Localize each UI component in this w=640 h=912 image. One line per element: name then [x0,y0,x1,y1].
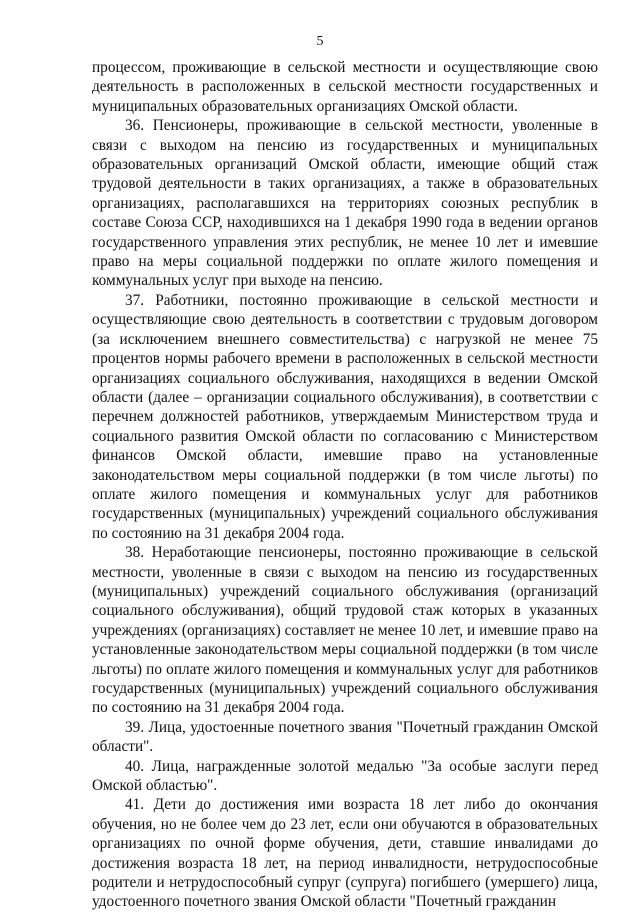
document-body [92,58,598,912]
paragraph-40: 40. Лица, награжденные золотой медалью "За особые заслуги перед Омской областью". [92,757,598,795]
paragraph-continuation: процессом, проживающие в сельской местности и осуществляющие свою деятельность в расположенных в сельской местности государственных и муниципальных образовательных организациях Омской области. [92,59,598,115]
paragraph-38: 38. Неработающие пенсионеры, постоянно проживающие в сельской местности, уволенные в связи с выходом на пенсию из государственных (муниципальных) учреждений социального обслуживания (организаций социального обслуживания), общий трудовой стаж которых в указанных учреждениях (организациях) составляет не менее 10 лет, и имевшие право на установленные законодательством меры социальной поддержки (в том числе льготы) по оплате жилого помещения и коммунальных услуг для работников государственных (муниципальных) учреждений социального обслуживания по состоянию на 31 декабря 2004 года. [92,544,598,717]
paragraph-39: 39. Лица, удостоенные почетного звания "Почетный гражданин Омской области". [92,718,598,756]
page-number: 5 [316,34,324,49]
paragraph-41: 41. Дети до достижения ими возраста 18 лет либо до окончания обучения, но не более чем до 23 лет, если они обучаются в образовательных организациях по очной форме обучения, дети, ставшие инвалидами до достижения возраста 18 лет, на период инвалидности, нетрудоспособные родители и нетрудоспособный супруг (супруга) погибшего (умершего) лица, удостоенного почетного звания Омской области "Почетный гражданин [92,796,598,911]
paragraph-37: 37. Работники, постоянно проживающие в сельской местности и осуществляющие свою деятельность в соответствии с трудовым договором (за исключением внешнего совместительства) с нагрузкой не менее 75 процентов нормы рабочего времени в расположенных в сельской местности организациях социального обслуживания, находящихся в ведении Омской области (далее – организации социального обслуживания), в соответствии с перечнем должностей работников, утверждаемым Министерством труда и социального развития Омской области по согласованию с Министерством финансов Омской области, имевшие право на установленные законодательством меры социальной поддержки (в том числе льготы) по оплате жилого помещения и коммунальных услуг для работников государственных (муниципальных) учреждений социального обслуживания по состоянию на 31 декабря 2004 года. [92,291,598,542]
paragraph-36: 36. Пенсионеры, проживающие в сельской местности, уволенные в связи с выходом на пенсию из государственных и муниципальных образовательных организаций Омской области, имеющие общий стаж трудовой деятельности в таких организациях, а также в образовательных организациях, располагавшихся на территориях союзных республик в составе Союза ССР, находившихся на 1 декабря 1990 года в ведении органов государственного управления этих республик, не менее 10 лет и имевшие право на меры социальной поддержки по оплате жилого помещения и коммунальных услуг при выходе на пенсию. [92,117,598,290]
